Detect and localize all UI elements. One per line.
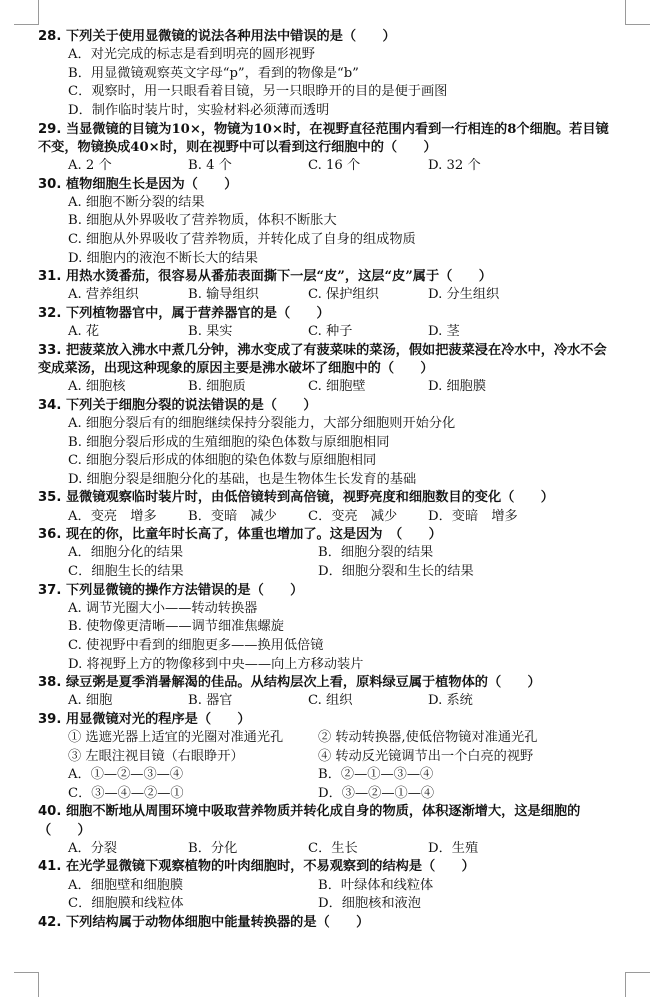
option: A．变亮 增多 [68, 508, 157, 524]
question-text: 植物细胞生长是因为（ ） [65, 176, 238, 192]
option: D. 茎 [428, 324, 460, 340]
question-number: 37. [38, 582, 62, 598]
option: D．细胞分裂和生长的结果 [318, 563, 474, 579]
option-row [68, 877, 618, 896]
option: C. 种子 [308, 324, 353, 340]
question-number: 31. [38, 269, 62, 285]
option-row [68, 286, 618, 305]
option: A. 花 [68, 324, 100, 340]
question-number: 38. [38, 675, 62, 691]
option: A．①—②—③—④ [68, 767, 184, 783]
option: C．细胞膜和线粒体 [68, 896, 184, 912]
question-stem [38, 28, 618, 46]
question-39 [38, 711, 618, 804]
question-stem [38, 526, 618, 544]
option: ④ 转动反光镜调节出一个白亮的视野 [318, 748, 534, 764]
option-row [68, 544, 618, 563]
option: D. 将视野上方的物像移到中央——向上方移动装片 [68, 656, 364, 672]
option-row [68, 840, 618, 859]
question-stem [38, 121, 618, 157]
option-row [68, 508, 618, 527]
question-stem [38, 342, 618, 378]
question-stem [38, 803, 618, 839]
option: B. 细胞从外界吸收了营养物质，体积不断胀大 [68, 213, 337, 229]
question-stem [38, 397, 618, 415]
question-stem [38, 268, 618, 286]
options [68, 600, 618, 674]
question-35 [38, 489, 618, 526]
option-row [68, 378, 618, 397]
option-row [68, 563, 618, 582]
question-stem [38, 489, 618, 507]
option: A. 2 个 [68, 157, 112, 173]
options [68, 840, 618, 859]
option: A．对光完成的标志是看到明亮的圆形视野 [68, 47, 315, 63]
option: B．叶绿体和线粒体 [318, 877, 434, 893]
option: B. 细胞分裂后形成的生殖细胞的染色体数与原细胞相同 [68, 434, 390, 450]
options [68, 544, 618, 581]
question-29 [38, 121, 618, 176]
option: D．变暗 增多 [428, 508, 518, 524]
options [68, 157, 618, 176]
option: A. 营养组织 [68, 287, 139, 303]
option: D. 细胞分裂是细胞分化的基础，也是生物体生长发育的基础 [68, 471, 417, 487]
question-text: 下列结构属于动物体细胞中能量转换器的是（ ） [65, 914, 370, 930]
option: B. 4 个 [188, 157, 232, 173]
option: C. 16 个 [308, 157, 361, 173]
question-28 [38, 28, 618, 121]
option: A. 细胞分裂后有的细胞继续保持分裂能力，大部分细胞则开始分化 [68, 415, 456, 431]
options [68, 692, 618, 711]
question-36 [38, 526, 618, 581]
options [68, 729, 618, 803]
option: C．变亮 减少 [308, 508, 398, 524]
question-text: 把菠菜放入沸水中煮几分钟，沸水变成了有菠菜味的菜汤，假如把菠菜浸在冷水中，冷水不会变成菜汤，出现这种现象的原因主要是沸水破坏了细胞中的（ ） [38, 342, 607, 376]
question-38 [38, 674, 618, 711]
option-row [68, 729, 618, 748]
option: A．细胞分化的结果 [68, 545, 184, 561]
question-number: 33. [38, 342, 62, 358]
option: D. 细胞内的液泡不断长大的结果 [68, 250, 258, 266]
option: B．细胞分裂的结果 [318, 545, 434, 561]
option: C. 组织 [308, 693, 353, 709]
option: D. 32 个 [428, 157, 481, 173]
crop-mark-bottom-left [14, 972, 39, 997]
option: D．生殖 [428, 840, 479, 856]
question-number: 40. [38, 804, 62, 820]
question-40 [38, 803, 618, 858]
option: C. 细胞分裂后形成的体细胞的染色体数与原细胞相同 [68, 453, 377, 469]
option-row [68, 748, 618, 767]
options [68, 877, 618, 914]
question-text: 用显微镜对光的程序是（ ） [65, 711, 251, 727]
option: B．用显微镜观察英文字母“p”，看到的物像是“b” [68, 65, 359, 81]
question-text: 绿豆粥是夏季消暑解渴的佳品。从结构层次上看，原料绿豆属于植物体的（ ） [65, 675, 541, 691]
question-stem [38, 176, 618, 194]
option: A．细胞壁和细胞膜 [68, 877, 184, 893]
question-number: 41. [38, 859, 62, 875]
option: B. 使物像更清晰——调节细准焦螺旋 [68, 619, 284, 635]
options [68, 286, 618, 305]
question-number: 28. [38, 29, 62, 44]
question-text: 在光学显微镜下观察植物的叶肉细胞时，不易观察到的结构是（ ） [65, 859, 475, 875]
question-text: 细胞不断地从周围环境中吸取营养物质并转化成自身的物质，体积逐渐增大，这是细胞的（ ） [38, 804, 581, 838]
option: A. 细胞核 [68, 379, 126, 395]
question-number: 35. [38, 490, 62, 506]
option: B. 输导组织 [188, 287, 259, 303]
question-number: 32. [38, 305, 62, 321]
option: B．②—①—③—④ [318, 767, 434, 783]
question-30 [38, 176, 618, 269]
option-row [68, 692, 618, 711]
option: ③ 左眼注视目镜（右眼睁开） [68, 748, 244, 764]
question-stem [38, 711, 618, 729]
question-32 [38, 305, 618, 342]
option: B. 器官 [188, 693, 233, 709]
question-number: 29. [38, 121, 62, 137]
question-text: 显微镜观察临时装片时，由低倍镜转到高倍镜，视野亮度和细胞数目的变化（ ） [65, 490, 554, 506]
options [68, 46, 618, 120]
option: D. 细胞膜 [428, 379, 487, 395]
option: B．分化 [188, 840, 238, 856]
option: C．细胞生长的结果 [68, 563, 184, 579]
question-number: 30. [38, 176, 62, 192]
option: C．观察时，用一只眼看着目镜，另一只眼睁开的目的是便于画图 [68, 84, 448, 100]
option: A. 调节光圈大小——转动转换器 [68, 600, 258, 616]
question-number: 39. [38, 711, 62, 727]
option: C．③—④—②—① [68, 785, 184, 801]
question-text: 下列植物器官中，属于营养器官的是（ ） [65, 305, 330, 321]
option-row [68, 785, 618, 804]
option-row [68, 323, 618, 342]
option: C. 细胞壁 [308, 379, 366, 395]
option-row [68, 157, 618, 176]
option: C. 使视野中看到的细胞更多——换用低倍镜 [68, 637, 324, 653]
option-row [68, 766, 618, 785]
crop-mark-top-left [14, 0, 39, 25]
option-row [68, 895, 618, 914]
question-page [38, 28, 618, 932]
question-34 [38, 397, 618, 490]
question-41 [38, 858, 618, 913]
option: B．变暗 减少 [188, 508, 277, 524]
option: C．生长 [308, 840, 358, 856]
question-33 [38, 342, 618, 397]
crop-mark-bottom-right [625, 972, 650, 997]
option: B. 细胞质 [188, 379, 246, 395]
question-37 [38, 582, 618, 675]
option: D．③—②—①—④ [318, 785, 435, 801]
options [68, 378, 618, 397]
question-stem [38, 858, 618, 876]
option: D．制作临时装片时，实验材料必须薄而透明 [68, 102, 330, 118]
option: ② 转动转换器,使低倍物镜对准通光孔 [318, 730, 538, 746]
question-text: 下列关于细胞分裂的说法错误的是（ ） [65, 397, 317, 413]
option: D. 系统 [428, 693, 473, 709]
question-stem [38, 582, 618, 600]
option: C. 细胞从外界吸收了营养物质，并转化成了自身的组成物质 [68, 231, 416, 247]
options [68, 194, 618, 268]
option: ① 选遮光器上适宜的光圈对准通光孔 [68, 730, 284, 746]
question-text: 下列关于使用显微镜的说法各种用法中错误的是（ ） [65, 29, 396, 44]
question-text: 用热水烫番茄，很容易从番茄表面撕下一层“皮”，这层“皮”属于（ ） [65, 269, 492, 285]
question-number: 42. [38, 914, 62, 930]
question-number: 34. [38, 397, 62, 413]
question-stem [38, 914, 618, 932]
question-42 [38, 914, 618, 932]
question-stem [38, 305, 618, 323]
question-31 [38, 268, 618, 305]
option: A. 细胞不断分裂的结果 [68, 194, 205, 210]
question-text: 下列显微镜的操作方法错误的是（ ） [65, 582, 304, 598]
option: A．分裂 [68, 840, 118, 856]
question-stem [38, 674, 618, 692]
options [68, 415, 618, 489]
option: D．细胞核和液泡 [318, 896, 421, 912]
option: D. 分生组织 [428, 287, 500, 303]
option: C. 保护组织 [308, 287, 379, 303]
option: A. 细胞 [68, 693, 113, 709]
options [68, 508, 618, 527]
question-text: 当显微镜的目镜为10×，物镜为10×时，在视野直径范围内看到一行相连的8个细胞。若目镜不变，物镜换成40×时，则在视野中可以看到这行细胞中的（ ） [38, 121, 609, 155]
question-text: 现在的你，比童年时长高了，体重也增加了。这是因为 （ ） [65, 527, 442, 543]
crop-mark-top-right [625, 0, 650, 25]
options [68, 323, 618, 342]
question-number: 36. [38, 527, 62, 543]
option: B. 果实 [188, 324, 233, 340]
